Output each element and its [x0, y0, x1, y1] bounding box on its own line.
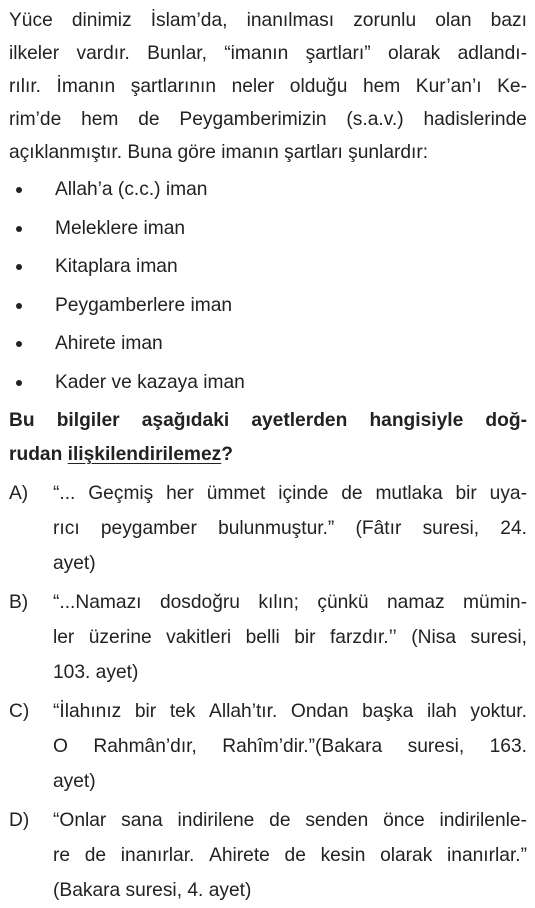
- word: bilgiler: [56, 410, 120, 432]
- word: 24.: [500, 517, 527, 539]
- intro-line: [9, 4, 527, 37]
- word: başka: [362, 700, 414, 722]
- word: inanılması: [246, 9, 335, 31]
- word: İmanın: [56, 75, 116, 97]
- word: Allah’tır.: [209, 700, 278, 722]
- word: doğ-: [485, 410, 527, 432]
- word: bir: [455, 482, 477, 504]
- word: şartları”: [305, 42, 371, 64]
- question-page: [0, 4, 535, 901]
- word: önce: [383, 809, 425, 831]
- option-line: [53, 729, 527, 764]
- list-item: [9, 248, 527, 287]
- list-item: [9, 210, 527, 249]
- word: de: [341, 482, 363, 504]
- word: (Fâtır: [355, 517, 402, 539]
- word: hem: [81, 108, 119, 130]
- word: Ondan: [290, 700, 349, 722]
- option-letter: A): [9, 482, 29, 504]
- word: hangisiyle: [369, 410, 464, 432]
- word: Ahirete: [209, 844, 270, 866]
- question-line-1: [9, 404, 527, 438]
- list-item: [9, 325, 527, 364]
- word: (Nisa: [411, 626, 457, 648]
- bullet-icon: [16, 341, 22, 347]
- bullet-icon: [16, 226, 22, 232]
- word: olan: [435, 9, 472, 31]
- answer-options: [9, 476, 527, 908]
- bullet-icon: [16, 303, 22, 309]
- word: farzdır.’’: [329, 626, 397, 648]
- option-text: [53, 694, 527, 799]
- word: zorunlu: [353, 9, 417, 31]
- word: içinde: [278, 482, 329, 504]
- word: “Onlar: [53, 809, 107, 831]
- word: indirilene: [177, 809, 255, 831]
- word: bir: [134, 700, 157, 722]
- word: olduğu: [289, 75, 348, 97]
- bullet-icon: [16, 380, 22, 386]
- word: bir: [294, 626, 316, 648]
- word: Rahîm’dir.”(Bakara: [222, 735, 383, 757]
- word: vardır.: [76, 42, 130, 64]
- word: re: [53, 844, 71, 866]
- belief-list: [9, 171, 527, 402]
- word: indirilenle-: [439, 809, 527, 831]
- word: “İlahınız: [53, 700, 122, 722]
- option-line: [53, 511, 527, 546]
- word: yoktur.: [470, 700, 527, 722]
- word: Bu: [9, 410, 35, 432]
- bullet-icon: [16, 187, 22, 193]
- word: dosdoğru: [159, 591, 240, 613]
- question-emphasis: ilişkilendirilemez: [67, 444, 222, 466]
- word: bulunmuştur.”: [218, 517, 335, 539]
- word: mümin-: [463, 591, 527, 613]
- list-item: [9, 171, 527, 210]
- word: Kur’an’ı: [415, 75, 482, 97]
- word: peygamber: [100, 517, 197, 539]
- word: aşağıdaki: [141, 410, 230, 432]
- word: sana: [121, 809, 163, 831]
- word: suresi,: [407, 735, 465, 757]
- word: Peygamberimizin: [179, 108, 327, 130]
- word: de: [269, 809, 291, 831]
- word: “...Namazı: [53, 591, 142, 613]
- list-item-text: Ahirete iman: [55, 333, 163, 355]
- list-item-text: Kader ve kazaya iman: [55, 371, 245, 393]
- word: adlandı-: [457, 42, 527, 64]
- option-letter: C): [9, 700, 30, 722]
- word: bazı: [490, 9, 527, 31]
- intro-line: [9, 37, 527, 70]
- question-line-2-prefix: rudan: [9, 444, 68, 466]
- option-letter: D): [9, 809, 30, 831]
- option-text: [53, 585, 527, 690]
- intro-line: [9, 70, 527, 103]
- answer-option-d[interactable]: [9, 803, 527, 908]
- word: hem: [362, 75, 401, 97]
- answer-option-b[interactable]: [9, 585, 527, 690]
- option-line: ayet): [53, 552, 96, 574]
- option-line: [53, 803, 527, 838]
- intro-paragraph: [9, 4, 527, 169]
- word: rıcı: [53, 517, 80, 539]
- bullet-icon: [16, 264, 22, 270]
- word: ler: [53, 626, 75, 648]
- option-line: [53, 585, 527, 620]
- word: vakitleri: [166, 626, 232, 648]
- intro-line: [9, 103, 527, 136]
- word: suresi,: [422, 517, 480, 539]
- list-item: [9, 287, 527, 326]
- word: inanırlar.”: [447, 844, 527, 866]
- word: (s.a.v.): [346, 108, 404, 130]
- list-item: [9, 364, 527, 403]
- question-stem: [9, 404, 527, 472]
- word: suresi,: [470, 626, 527, 648]
- word: Rahmân’dır,: [93, 735, 197, 757]
- word: inanırlar.: [120, 844, 195, 866]
- word: hadislerinde: [423, 108, 527, 130]
- word: ümmet: [206, 482, 266, 504]
- word: belli: [245, 626, 280, 648]
- word: kılın;: [258, 591, 299, 613]
- word: 163.: [489, 735, 527, 757]
- answer-option-c[interactable]: [9, 694, 527, 799]
- word: O: [53, 735, 68, 757]
- word: ayetlerden: [251, 410, 348, 432]
- word: şartlarının: [130, 75, 217, 97]
- word: İslam’da,: [150, 9, 228, 31]
- intro-line: açıklanmıştır. Buna göre imanın şartları şunlardır:: [9, 141, 429, 163]
- option-line: [53, 620, 527, 655]
- question-line-2-suffix: ?: [221, 444, 233, 466]
- word: mutlaka: [375, 482, 443, 504]
- word: kesin: [320, 844, 366, 866]
- option-line: [53, 476, 527, 511]
- word: olarak: [380, 844, 433, 866]
- word: çünkü: [317, 591, 369, 613]
- option-line: 103. ayet): [53, 661, 139, 683]
- word: de: [84, 844, 107, 866]
- list-item-text: Meleklere iman: [55, 217, 186, 239]
- word: üzerine: [88, 626, 152, 648]
- option-line: (Bakara suresi, 4. ayet): [53, 879, 252, 901]
- word: ilkeler: [9, 42, 60, 64]
- question-line-2: [9, 438, 527, 472]
- word: uya-: [489, 482, 527, 504]
- word: Bunlar,: [147, 42, 207, 64]
- word: ilah: [426, 700, 457, 722]
- list-item-text: Allah’a (c.c.) iman: [55, 179, 208, 201]
- option-text: [53, 476, 527, 581]
- option-line: [53, 694, 527, 729]
- word: de: [138, 108, 160, 130]
- word: her: [166, 482, 194, 504]
- list-item-text: Kitaplara iman: [55, 256, 178, 278]
- list-item-text: Peygamberlere iman: [55, 294, 233, 316]
- option-letter: B): [9, 591, 29, 613]
- word: “...: [53, 482, 76, 504]
- word: rılır.: [9, 75, 41, 97]
- answer-option-a[interactable]: [9, 476, 527, 581]
- word: rim’de: [9, 108, 62, 130]
- word: olarak: [388, 42, 441, 64]
- word: namaz: [387, 591, 445, 613]
- word: Yüce: [9, 9, 53, 31]
- option-line: ayet): [53, 770, 96, 792]
- word: tek: [169, 700, 196, 722]
- word: Ke-: [497, 75, 527, 97]
- word: dinimiz: [71, 9, 132, 31]
- word: senden: [305, 809, 369, 831]
- word: “imanın: [224, 42, 289, 64]
- word: neler: [231, 75, 275, 97]
- option-line: [53, 838, 527, 873]
- word: Geçmiş: [88, 482, 154, 504]
- word: de: [284, 844, 306, 866]
- option-text: [53, 803, 527, 908]
